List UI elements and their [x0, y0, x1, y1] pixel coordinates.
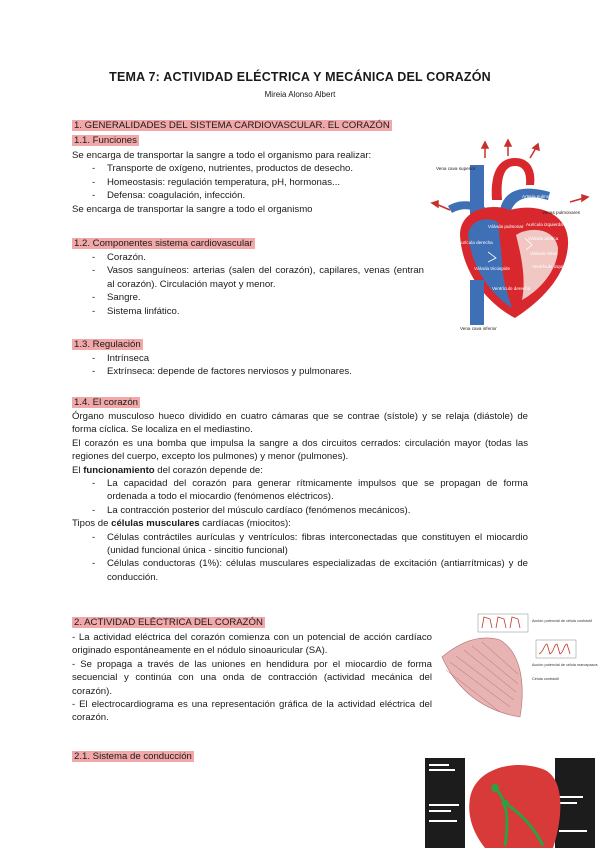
- label-pulmonary-valve: Válvula pulmonar: [488, 224, 524, 229]
- list-item: - La capacidad del corazón para generar rítmicamente impulsos que se propagan de forma ordenada a todo el miocardio (fenómenos eléctricos).: [72, 477, 528, 504]
- av-node: [502, 800, 509, 807]
- list-item: - Transporte de oxígeno, nutrientes, productos de desecho.: [72, 162, 432, 175]
- heart-outline: [469, 765, 560, 848]
- label-contractile-cell: Célula contráctil: [532, 677, 560, 681]
- label-tricuspid-valve: Válvula tricúspide: [474, 266, 511, 271]
- paragraph: - El electrocardiograma es una representación gráfica de la actividad eléctrica del corazón.: [72, 699, 432, 724]
- list-item: - La contracción posterior del músculo cardíaco (fenómenos mecánicos).: [72, 504, 528, 517]
- functions-block: [72, 149, 432, 216]
- cardiac-cells-figure: [440, 612, 598, 722]
- heart-anatomy-figure: [430, 140, 590, 335]
- conduction-system-figure: [425, 758, 595, 848]
- sa-node: [491, 784, 499, 792]
- label-aorta: Aorta: [515, 178, 526, 183]
- label-superior-vena-cava: Vena cava superior: [436, 166, 476, 171]
- label-left-atrium: Aurícula izquierda: [526, 222, 563, 227]
- list-item: - Células conductoras (1%): células musculares especializadas de excitación (antiarrítmicas) y de conducción.: [72, 557, 528, 584]
- label-pacemaker-ap: Acción potencial de célula marcapasos: [532, 663, 598, 667]
- list-item: - Corazón.: [72, 251, 424, 264]
- functions-list: [72, 162, 432, 202]
- paragraph: Tipos de células musculares cardíacas (miocitos):: [72, 518, 291, 530]
- functions-outro: Se encarga de transportar la sangre a todo el organismo: [72, 203, 313, 215]
- components-block: [72, 251, 424, 318]
- regulation-block: [72, 352, 512, 379]
- contractile-ap-box: [478, 614, 528, 632]
- electrical-activity-body: [72, 631, 432, 725]
- list-item: - Homeostasis: regulación temperatura, pH, hormonas...: [72, 176, 432, 189]
- subsection-1-2-heading: 1.2. Componentes sistema cardiovascular: [74, 238, 253, 249]
- label-left-ventricle: Ventrículo izquierdo: [532, 264, 573, 269]
- label-right-ventricle: Ventrículo derecho: [492, 286, 531, 291]
- paragraph: - La actividad eléctrica del corazón comienza con un potencial de acción cardíaco originado espontáneamente en el nódulo sinoauricular (SA).: [72, 632, 432, 657]
- paragraph: - Se propaga a través de las uniones en hendidura por el miocardio de forma secuencial y continúa con una onda de contracción (actividad mecánica del corazón).: [72, 658, 432, 697]
- label-aortic-valve: Válvula aórtica: [528, 236, 559, 241]
- paragraph: El corazón es una bomba que impulsa la sangre a dos circuitos cerrados: circulación mayor (todas las regiones del cuerpo, excepto los pulmones) y menor (pulmones).: [72, 437, 528, 463]
- list-item: - Intrínseca: [72, 352, 512, 365]
- regulation-list: [72, 352, 512, 379]
- subsection-1-3-heading: 1.3. Regulación: [74, 339, 141, 350]
- section-1-heading: 1. GENERALIDADES DEL SISTEMA CARDIOVASCULAR. EL CORAZÓN: [74, 120, 390, 131]
- list-item: - Defensa: coagulación, infección.: [72, 189, 432, 202]
- label-panel-left: [425, 758, 465, 848]
- author: Mireia Alonso Albert: [264, 90, 336, 99]
- paragraph: El funcionamiento del corazón depende de:: [72, 464, 263, 476]
- page-title: TEMA 7: ACTIVIDAD ELÉCTRICA Y MECÁNICA DEL CORAZÓN: [109, 70, 491, 84]
- list-item: - Extrínseca: depende de factores nerviosos y pulmonares.: [72, 365, 512, 378]
- label-inferior-vena-cava: Vena cava inferior: [460, 326, 497, 331]
- components-list: [72, 251, 424, 318]
- label-pulmonary-artery: Arteria pulmonar: [522, 194, 556, 199]
- subsection-1-1-heading: 1.1. Funciones: [74, 135, 137, 146]
- label-contractile-ap: Acción potencial de célula contráctil: [532, 619, 593, 623]
- list-item: - Vasos sanguíneos: arterias (salen del corazón), capilares, venas (entran al corazón). Circulación mayot y menor.: [72, 264, 424, 291]
- paragraph: Órgano musculoso hueco dividido en cuatro cámaras que se contrae (sístole) y se relaja (diástole) de forma cíclica. Se localiza en el mediastino.: [72, 411, 528, 436]
- label-pulmonary-veins: Venas pulmonares: [542, 210, 581, 215]
- inferior-vena-cava: [470, 280, 484, 325]
- section-2-heading: 2. ACTIVIDAD ELÉCTRICA DEL CORAZÓN: [74, 617, 263, 628]
- cell-types-list: [72, 531, 528, 585]
- list-item: - Sistema linfático.: [72, 305, 424, 318]
- pacemaker-ap-box: [536, 640, 576, 658]
- label-mitral-valve: Válvula mitral: [530, 251, 558, 256]
- subsection-1-4-heading: 1.4. El corazón: [74, 397, 138, 408]
- subsection-2-1-heading: 2.1. Sistema de conducción: [74, 751, 192, 762]
- functions-intro: Se encarga de transportar la sangre a todo el organismo para realizar:: [72, 150, 372, 161]
- functioning-list: [72, 477, 528, 517]
- list-item: - Sangre.: [72, 291, 424, 304]
- label-right-atrium: Aurícula derecha: [458, 240, 493, 245]
- list-item: - Células contráctiles aurículas y ventrículos: fibras interconectadas que constituyen el miocardio (unidad funcional única - sincitio funcional): [72, 531, 528, 558]
- heart-section-body: [72, 410, 528, 584]
